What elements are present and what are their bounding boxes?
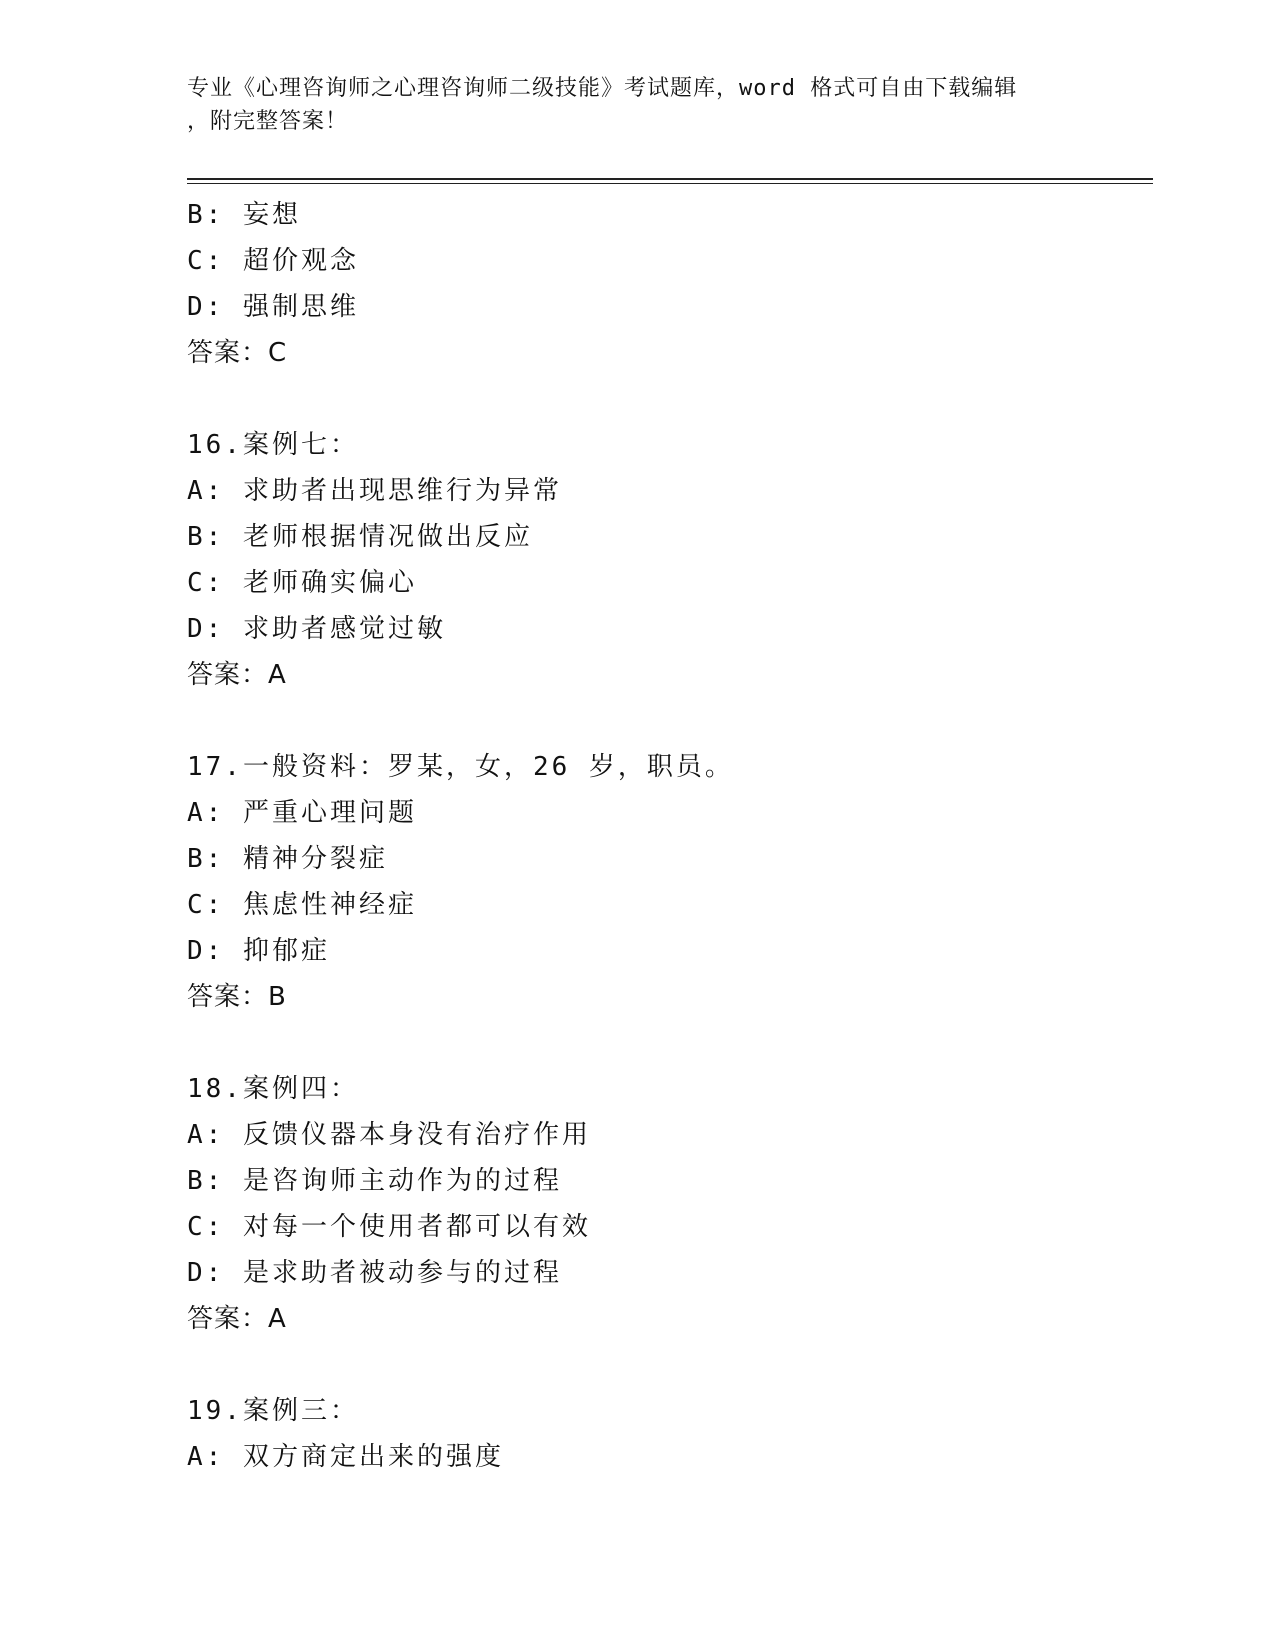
question-title: 17.一般资料：罗某，女，26 岁，职员。	[187, 752, 734, 782]
question-title: 19.案例三：	[187, 1396, 359, 1426]
option-line: D: 强制思维	[187, 292, 359, 322]
answer-line: 答案：B	[187, 982, 287, 1012]
document-header	[187, 72, 1087, 138]
question-block-15	[187, 192, 1147, 376]
answer-line: 答案：C	[187, 338, 288, 368]
option-line: B: 妄想	[187, 200, 301, 230]
option-line: D: 求助者感觉过敏	[187, 614, 446, 644]
option-line: A: 严重心理问题	[187, 798, 417, 828]
option-line: C: 焦虑性神经症	[187, 890, 417, 920]
option-line: A: 双方商定出来的强度	[187, 1442, 504, 1472]
question-title: 16.案例七：	[187, 430, 359, 460]
option-line: B: 老师根据情况做出反应	[187, 522, 533, 552]
spacer	[187, 376, 1147, 422]
question-list	[187, 192, 1147, 1480]
option-line: B: 精神分裂症	[187, 844, 388, 874]
header-divider-thick	[187, 178, 1153, 180]
option-line: D: 是求助者被动参与的过程	[187, 1258, 562, 1288]
option-line: D: 抑郁症	[187, 936, 330, 966]
header-divider-thin	[187, 183, 1153, 184]
option-line: A: 反馈仪器本身没有治疗作用	[187, 1120, 591, 1150]
header-line-2: ，附完整答案！	[187, 109, 349, 134]
answer-line: 答案：A	[187, 1304, 287, 1334]
answer-line: 答案：A	[187, 660, 287, 690]
header-line-1: 专业《心理咨询师之心理咨询师二级技能》考试题库，word 格式可自由下载编辑	[187, 76, 1018, 101]
option-line: C: 老师确实偏心	[187, 568, 417, 598]
spacer	[187, 698, 1147, 744]
spacer	[187, 1020, 1147, 1066]
question-title: 18.案例四：	[187, 1074, 359, 1104]
option-line: A: 求助者出现思维行为异常	[187, 476, 562, 506]
question-block-17	[187, 744, 1147, 1020]
question-block-16	[187, 422, 1147, 698]
spacer	[187, 1342, 1147, 1388]
question-block-18	[187, 1066, 1147, 1342]
option-line: B: 是咨询师主动作为的过程	[187, 1166, 562, 1196]
option-line: C: 对每一个使用者都可以有效	[187, 1212, 591, 1242]
option-line: C: 超价观念	[187, 246, 359, 276]
question-block-19	[187, 1388, 1147, 1480]
